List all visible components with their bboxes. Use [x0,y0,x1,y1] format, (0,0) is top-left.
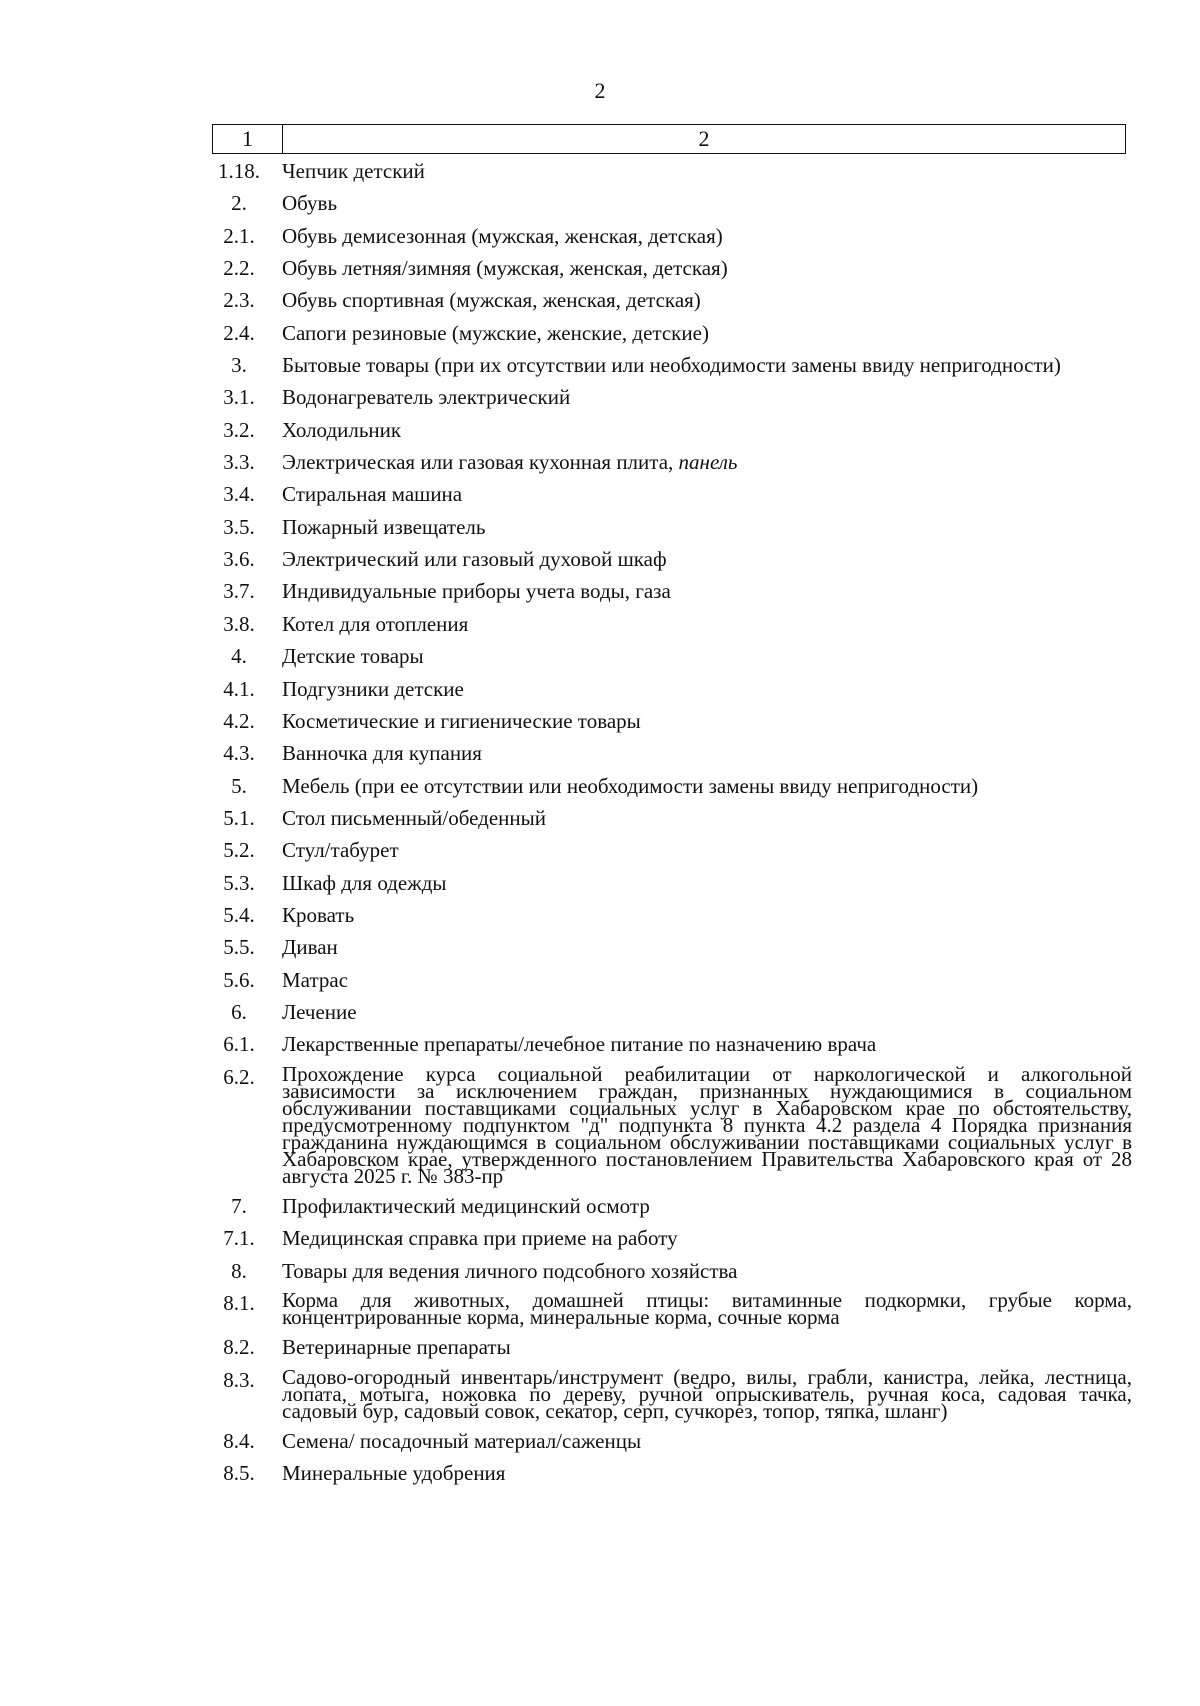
item-number: 3.7. [223,579,255,604]
item-text [282,839,1132,861]
item-number: 3. [231,353,247,378]
item-number: 8.1. [223,1291,255,1315]
items-list [212,160,1142,1495]
item-number: 8.3. [223,1367,255,1392]
list-item [212,451,1142,473]
item-text [282,807,1132,829]
item-text-main: Профилактический медицинский осмотр [282,1193,650,1218]
item-text [282,225,1132,247]
item-number: 3.3. [223,450,255,475]
item-text [282,354,1132,376]
item-text [282,192,1132,214]
item-number: 8.5. [223,1461,255,1486]
item-text [282,322,1132,344]
item-text-main: Медицинская справка при приеме на работу [282,1226,678,1251]
item-text [282,289,1132,311]
item-number: 3.1. [223,385,255,410]
item-text [282,580,1132,602]
item-text-main: Семена/ посадочный материал/саженцы [282,1429,642,1454]
item-text-main: Стол письменный/обеденный [282,805,547,830]
list-item [212,742,1142,764]
item-number: 3.2. [223,417,255,442]
list-item [212,872,1142,894]
item-text-main: Косметические и гигиенические товары [282,708,641,733]
item-number: 2.2. [223,256,255,281]
list-item [212,289,1142,311]
item-text-main: Детские товары [282,644,424,669]
column-header-1: 1 [213,125,283,153]
item-text-main: Стиральная машина [282,482,463,507]
column-header-2: 2 [698,126,710,151]
list-item [212,1061,1142,1188]
item-number: 8. [231,1258,247,1283]
item-text [282,1336,1132,1358]
item-text [282,613,1132,635]
item-number: 7.1. [223,1226,255,1251]
item-number: 2.4. [223,320,255,345]
table-column-header [212,124,1126,154]
item-text [282,1061,1132,1188]
item-text-main: Шкаф для одежды [282,870,447,895]
item-text [282,1033,1132,1055]
item-number: 6. [231,999,247,1024]
list-item [212,1001,1142,1023]
item-text-main: Ветеринарные препараты [282,1335,511,1360]
item-number: 2.3. [223,288,255,313]
item-number: 1.18. [218,159,260,183]
item-text [282,160,1132,182]
item-text-main: Обувь летняя/зимняя (мужская, женская, детская) [282,256,728,281]
list-item [212,160,1142,182]
list-item [212,1227,1142,1249]
list-item [212,1336,1142,1358]
item-text [282,257,1132,279]
item-text-main: Сапоги резиновые (мужские, женские, детские) [282,320,709,345]
page-number: 2 [594,78,606,103]
list-item [212,354,1142,376]
item-text [282,1195,1132,1217]
list-item [212,839,1142,861]
list-item [212,1033,1142,1055]
item-text-main: Бытовые товары (при их отсутствии или необходимости замены ввиду непригодности) [282,353,1061,378]
item-text [282,678,1132,700]
item-number: 3.8. [223,611,255,636]
item-text [282,969,1132,991]
item-number: 4.3. [223,741,255,766]
list-item [212,483,1142,505]
item-text-main: Подгузники детские [282,676,464,701]
list-item [212,1195,1142,1217]
item-text [282,1001,1132,1023]
item-text-main: Котел для отопления [282,611,469,636]
list-item [212,904,1142,926]
item-text-main: Обувь демисезонная (мужская, женская, детская) [282,223,723,248]
item-text-main: Лекарственные препараты/лечебное питание по назначению врача [282,1032,877,1057]
item-text-main: Пожарный извещатель [282,514,486,539]
item-text-main: Диван [282,935,338,960]
item-text-main: Водонагреватель электрический [282,385,571,410]
list-item [212,678,1142,700]
list-item [212,580,1142,602]
item-text-main: Прохождение курса социальной реабилитации от наркологической и алкогольной зависимости за исключением граждан, признанных нуждающимися в социальном обслуживании поставщиками социальных услуг в Хабаровском крае по обстоятельству, предусмотренному подпунктом "д" подпункта 8 пункта 4.2 раздела 4 Порядка признания гражданина нуждающимся в социальном обслуживании поставщиками социальных услуг в Хабаровском крае, утвержденного постановлением Правительства Хабаровского края от 28 августа 2025 г. № 383-пр [282,1061,1132,1188]
list-item [212,969,1142,991]
item-text-main: Матрас [282,967,349,992]
item-number: 5.3. [223,870,255,895]
item-text [282,1364,1132,1423]
list-item [212,936,1142,958]
list-item [212,386,1142,408]
item-text [282,516,1132,538]
item-text-main: Обувь спортивная (мужская, женская, детская) [282,288,701,313]
item-text-main: Обувь [282,191,338,216]
item-text [282,483,1132,505]
item-text-main: Мебель (при ее отсутствии или необходимости замены ввиду непригодности) [282,773,979,798]
item-number: 4.1. [223,676,255,701]
item-text-main: Корма для животных, домашней птицы: витаминные подкормки, грубые корма, концентрированные корма, минеральные корма, сочные корма [282,1288,1132,1329]
list-item [212,257,1142,279]
item-number: 3.6. [223,547,255,572]
item-text [282,710,1132,732]
item-number: 5.5. [223,935,255,960]
list-item [212,419,1142,441]
item-text [282,1260,1132,1282]
item-text [282,419,1132,441]
item-text-main: Электрический или газовый духовой шкаф [282,547,667,572]
list-item [212,613,1142,635]
item-text [282,386,1132,408]
item-text-main: Электрическая или газовая кухонная плита, [282,450,679,475]
item-text-main: Минеральные удобрения [282,1461,506,1486]
item-text [282,451,1132,473]
list-item [212,1364,1142,1423]
item-text-main: Ванночка для купания [282,741,482,766]
item-number: 5.2. [223,838,255,863]
item-text [282,775,1132,797]
item-number: 5.1. [223,805,255,830]
item-text [282,904,1132,926]
item-text-main: Лечение [282,999,357,1024]
item-text-main: Стул/табурет [282,838,399,863]
item-number: 4.2. [223,708,255,733]
item-text [282,742,1132,764]
item-number: 6.2. [223,1064,255,1089]
item-text [282,1462,1132,1484]
item-text [282,1288,1132,1329]
item-text [282,645,1132,667]
list-item [212,1288,1142,1329]
list-item [212,1462,1142,1484]
list-item [212,775,1142,797]
item-text [282,1430,1132,1452]
item-number: 6.1. [223,1032,255,1057]
item-number: 8.2. [223,1335,255,1360]
item-text-main: Товары для ведения личного подсобного хозяйства [282,1258,738,1283]
item-number: 4. [231,644,247,669]
list-item [212,645,1142,667]
list-item [212,710,1142,732]
list-item [212,1430,1142,1452]
item-text-main: Чепчик детский [282,159,425,183]
item-number: 8.4. [223,1429,255,1454]
item-number: 2.1. [223,223,255,248]
item-text-main: Садово-огородный инвентарь/инструмент (ведро, вилы, грабли, канистра, лейка, лестница, лопата, мотыга, ножовка по дереву, ручной опрыскиватель, ручная коса, садовая тачка, садовый бур, садовый совок, секатор, серп, сучкорез, топор, тяпка, шланг) [282,1364,1132,1423]
item-number: 3.5. [223,514,255,539]
item-number: 2. [231,191,247,216]
item-number: 5.4. [223,902,255,927]
list-item [212,192,1142,214]
item-text [282,1227,1132,1249]
item-text [282,936,1132,958]
item-text-italic: панель [678,450,738,475]
list-item [212,225,1142,247]
item-text-main: Кровать [282,902,355,927]
list-item [212,1260,1142,1282]
item-text [282,872,1132,894]
item-number: 7. [231,1193,247,1218]
item-text-main: Индивидуальные приборы учета воды, газа [282,579,671,604]
list-item [212,516,1142,538]
item-number: 5.6. [223,967,255,992]
list-item [212,322,1142,344]
list-item [212,807,1142,829]
item-text-main: Холодильник [282,417,402,442]
item-text [282,548,1132,570]
item-number: 3.4. [223,482,255,507]
list-item [212,548,1142,570]
item-number: 5. [231,773,247,798]
